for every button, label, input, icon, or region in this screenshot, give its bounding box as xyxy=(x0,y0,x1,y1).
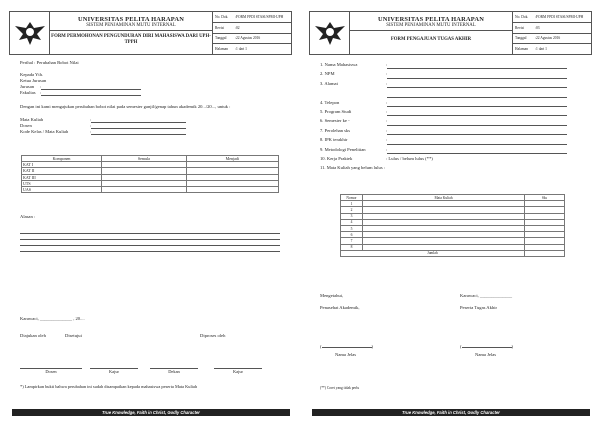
footer-motto: True Knowledge, Faith in Christ, Godly Character xyxy=(12,409,290,416)
right-page: UNIVERSITAS PELITA HARAPAN SISTEM PENJAMINAN MUTU INTERNAL FORM PENGAJUAN TUGAS AKHIR No. Dok. : FORM FPDI STASI/SPMI-UPH Revisi : 03 Tanggal : 22 Agustus 2016 Halaman : 1 dari 1 1. Nama Mahasiswa : 2. NPM : 3. Alamat : 4. Telepon : 5. Program Studi : 6. Semester ke - : 7. Perolehan sks : 8. IPK terakhir : 9. Metodologi Penelitian : 10. Kerja Praktek : Lulus / belum lulus (**) 11. Mata Kuliah yang belum lulus : Nomor Mata Kuliah Sks 1 2 3 4 5 6 7 8 Jumlah Mengetahui, Karawaci, ______________ Penasehat Akademik, Peserta Tugas Akhir ( ) ( ) Nama Jelas Nama Jelas (**) Coret yang tidak perlu True Knowledge, Faith in Christ, Godly Character xyxy=(300,0,600,424)
mengetahui: Mengetahui, xyxy=(320,293,344,298)
table-row: 8 xyxy=(341,244,565,250)
penasehat-label: Penasehat Akademik, xyxy=(320,305,360,310)
eagle-logo-icon xyxy=(313,18,347,48)
table-row: UAS xyxy=(22,186,279,192)
letter-body: Perihal : Perubahan Bobot Nilai Kepada Yth. Ketua Jurusan Jurusan : Fakultas : Dengan ini kami mengajukan perubahan bobot nilai pada semester ganjil/genap tahun akademik 20.../20..., untuk : Mata Kuliah : Dosen : Kode Kelas / Mata Kuliah : xyxy=(20,60,290,135)
intro-text: Dengan ini kami mengajukan perubahan bobot nilai pada semester ganjil/genap tahun akademik 20.../20..., untuk : xyxy=(20,104,231,109)
table-row: KAT III xyxy=(22,174,279,180)
table-row: 1 xyxy=(341,201,565,207)
university-name: UNIVERSITAS PELITA HARAPAN xyxy=(377,16,485,23)
university-name: UNIVERSITAS PELITA HARAPAN xyxy=(77,16,185,23)
table-row: 5 xyxy=(341,225,565,231)
signature-row: ( ) ( ) xyxy=(320,344,514,349)
table-row: KAT II xyxy=(22,168,279,174)
table-row: 3 xyxy=(341,213,565,219)
system-name: SISTEM PENJAMINAN MUTU INTERNAL xyxy=(350,23,512,31)
place-date: Karawaci, ______________ , 20.... xyxy=(20,316,85,321)
peserta-label: Peserta Tugas Akhir xyxy=(460,305,498,310)
fakultas-field[interactable] xyxy=(41,90,141,96)
table-row: 2 xyxy=(341,207,565,213)
table-row: Jumlah xyxy=(341,250,565,256)
perihal: Perihal : Perubahan Bobot Nilai xyxy=(20,60,79,65)
sign-roles: Diajukan oleh Disetujui Diproses oleh xyxy=(20,333,226,338)
table-row: 7 xyxy=(341,238,565,244)
footer-motto: True Knowledge, Faith in Christ, Godly Character xyxy=(312,409,590,416)
university-logo xyxy=(310,12,350,54)
signature-row: Dosen Kajur Dekan Kajur xyxy=(20,368,290,375)
kepada: Kepada Yth. xyxy=(20,72,44,77)
kode-field[interactable] xyxy=(91,129,186,135)
note: (**) Coret yang tidak perlu xyxy=(320,386,360,390)
mk-table: Nomor Mata Kuliah Sks 1 2 3 4 5 6 7 8 Jumlah xyxy=(340,194,565,257)
eagle-logo-icon xyxy=(13,18,47,48)
form-title: FORM PENGAJUAN TUGAS AKHIR xyxy=(390,37,472,42)
header-box xyxy=(9,11,292,55)
header-box xyxy=(309,11,592,55)
doc-meta: No. Dok. : FORM FPDI STASI/SPMI-UPH Revisi : 02 Tanggal : 22 Agustus 2016 Halaman : 1 dari 1 xyxy=(213,12,291,54)
ketua-jurusan: Ketua Jurusan xyxy=(20,78,47,83)
doc-meta: No. Dok. : FORM FPDI STASI/SPMI-UPH Revisi : 03 Tanggal : 22 Agustus 2016 Halaman : 1 dari 1 xyxy=(513,12,591,54)
system-name: SISTEM PENJAMINAN MUTU INTERNAL xyxy=(50,23,212,31)
alasan-label: Alasan : xyxy=(20,214,36,219)
table-row: 6 xyxy=(341,232,565,238)
university-logo xyxy=(10,12,50,54)
table-row: 4 xyxy=(341,219,565,225)
table-row: UTS xyxy=(22,180,279,186)
form-title: FORM PERMOHONAN PENGUNDURAN DIRI MAHASISWA DARI UPH-TPPH xyxy=(51,34,211,45)
note: *) Lampirkan bukti bahwa perubahan ini sudah disampaikan kepada mahasiswa peserta Mata Kuliah xyxy=(20,384,198,389)
alasan-line[interactable] xyxy=(20,246,280,252)
table-row: KAT I xyxy=(22,162,279,168)
fields-list: 1. Nama Mahasiswa : 2. NPM : 3. Alamat : 4. Telepon : 5. Program Studi : 6. Semester ke - : 7. Perolehan sks : 8. IPK terakhir : 9. Metodologi Penelitian : 10. Kerja Praktek : Lulus / belum lulus (**) 11. Mata Kuliah yang belum lulus : xyxy=(320,60,590,173)
bobot-table: Komponen Semula Menjadi KAT I KAT II KAT III UTS UAS xyxy=(21,155,279,193)
karawaci-date: Karawaci, ______________ xyxy=(460,293,513,298)
